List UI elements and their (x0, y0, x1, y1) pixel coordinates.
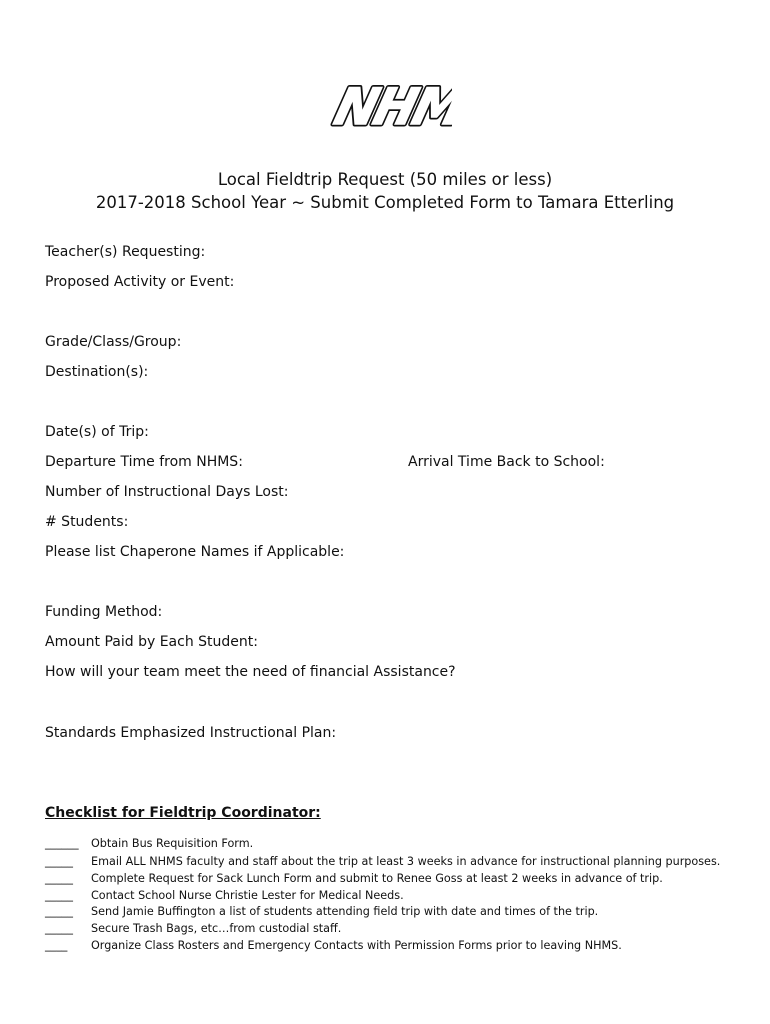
checklist-item-text: Organize Class Rosters and Emergency Contacts with Permission Forms prior to leaving NHMS. (91, 939, 622, 952)
field-financial-assistance: How will your team meet the need of financial Assistance? (45, 664, 456, 680)
checklist-blank: _____ (45, 905, 73, 918)
field-departure-time: Departure Time from NHMS: (45, 454, 243, 470)
checklist-item-text: Contact School Nurse Christie Lester for Medical Needs. (91, 889, 404, 902)
field-proposed-activity: Proposed Activity or Event: (45, 274, 235, 290)
checklist-item-text: Complete Request for Sack Lunch Form and submit to Renee Goss at least 2 weeks in advance of trip. (91, 872, 663, 885)
field-standards-plan: Standards Emphasized Instructional Plan: (45, 725, 337, 741)
field-student-count: # Students: (45, 514, 129, 530)
checklist-item (45, 939, 622, 952)
checklist-item (45, 905, 598, 918)
checklist-blank: ____ (45, 939, 68, 952)
checklist-item (45, 855, 720, 868)
checklist-item (45, 837, 253, 850)
checklist-item-text: Secure Trash Bags, etc…from custodial staff. (91, 922, 342, 935)
field-teachers-requesting: Teacher(s) Requesting: (45, 244, 206, 260)
form-subtitle: 2017-2018 School Year ~ Submit Completed Form to Tamara Etterling (95, 193, 675, 212)
checklist-blank: _____ (45, 922, 73, 935)
checklist-blank: ______ (45, 837, 79, 850)
field-trip-dates: Date(s) of Trip: (45, 424, 149, 440)
field-arrival-time: Arrival Time Back to School: (408, 454, 605, 470)
checklist-blank: _____ (45, 889, 73, 902)
checklist-item-text: Obtain Bus Requisition Form. (91, 837, 254, 850)
form-title: Local Fieldtrip Request (50 miles or less) (217, 170, 553, 189)
field-chaperone-names: Please list Chaperone Names if Applicable: (45, 544, 345, 560)
svg-text:NHM: NHM (329, 77, 452, 132)
school-logo (318, 76, 452, 132)
checklist-item (45, 922, 341, 935)
checklist-heading: Checklist for Fieldtrip Coordinator: (45, 805, 321, 821)
field-grade-class-group: Grade/Class/Group: (45, 334, 182, 350)
field-amount-paid: Amount Paid by Each Student: (45, 634, 258, 650)
checklist-blank: _____ (45, 855, 73, 868)
checklist-blank: _____ (45, 872, 73, 885)
checklist-item-text: Send Jamie Buffington a list of students attending field trip with date and times of the trip. (91, 905, 599, 918)
checklist-item (45, 872, 663, 885)
field-instructional-days-lost: Number of Instructional Days Lost: (45, 484, 289, 500)
field-destinations: Destination(s): (45, 364, 149, 380)
checklist-item (45, 889, 404, 902)
checklist-item-text: Email ALL NHMS faculty and staff about the trip at least 3 weeks in advance for instructional planning purposes. (91, 855, 721, 868)
svg-text:NHM: NHM (329, 77, 452, 132)
field-funding-method: Funding Method: (45, 604, 163, 620)
nhm-logo-graphic (318, 76, 452, 132)
